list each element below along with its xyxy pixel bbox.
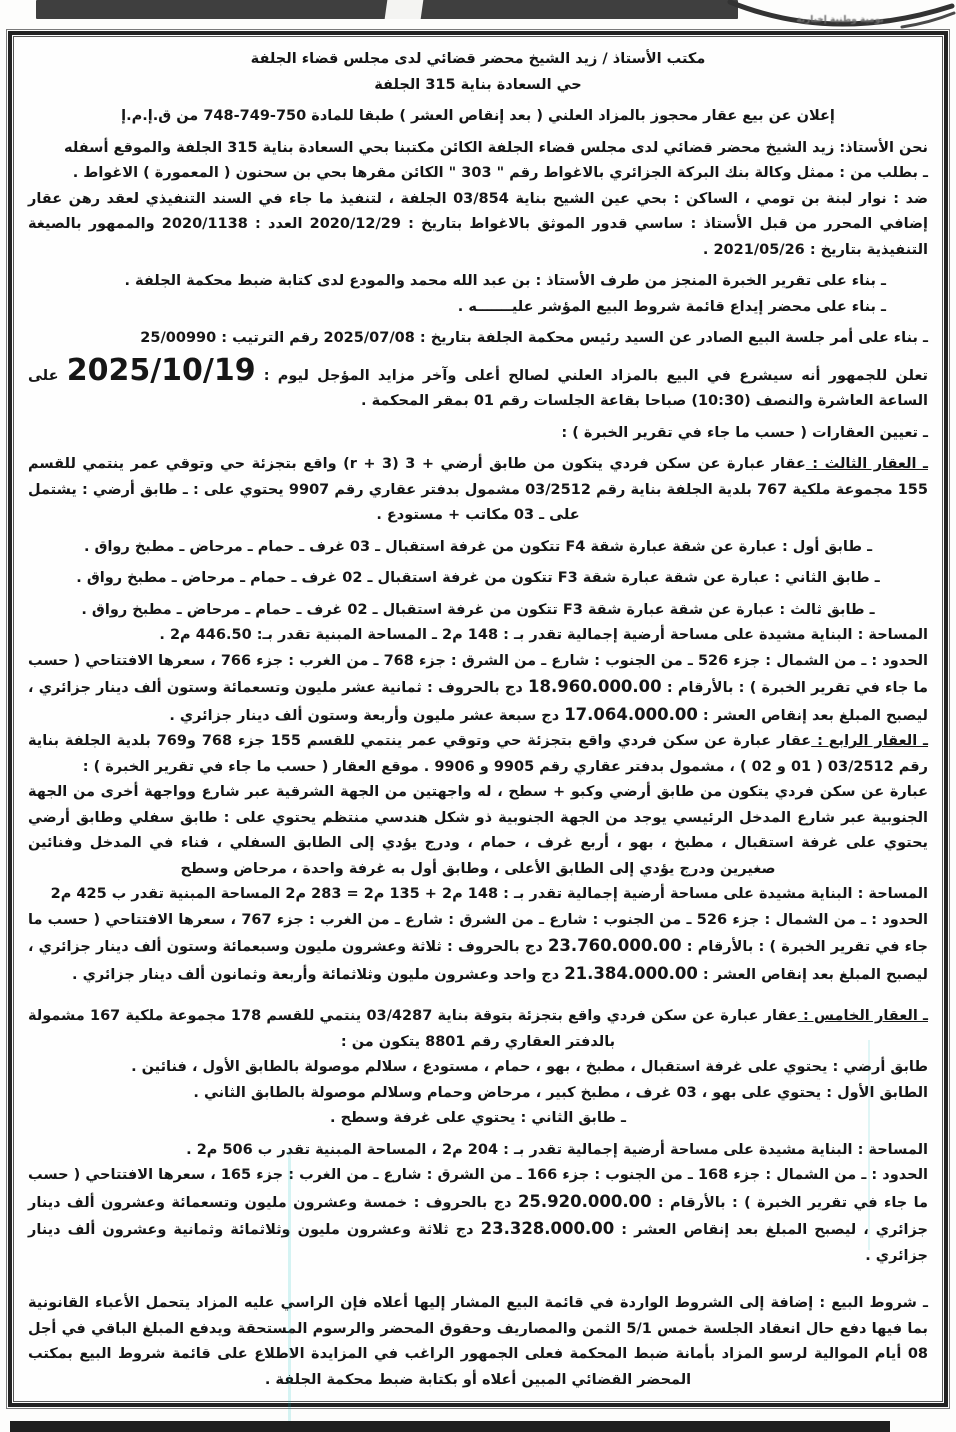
property-5-floor-0: طابق أرضي : يحتوي على غرفة استقبال ، مطبخ ، بهو ، حمام ، مستودع ، سلالم موصولة بالطابق الأول ، فنائين . (131, 1059, 928, 1075)
property-3-borders: الحدود : ـ من الشمال : جزء 526 ـ من الجنوب : شارع ـ من الشرق : جزء 768 ـ من الغرب : جزء 766 ، سعرها الافتتاحي ( حسب ما جاء في تقرير الخبرة ) : بالأرقام : (28, 652, 928, 696)
notice-title: إعلان عن بيع عقار محجوز بالمزاد العلني ( بعد إنقاص العشر ) طبقا للمادة 750-749-748 من ق.إ.م.إ (121, 108, 835, 124)
property-3-opening-price: 18.960.000.00 (528, 677, 662, 696)
property-5-floor-2: ـ طابق الثاني : يحتوي على غرفة وسطح . (330, 1110, 626, 1126)
property-4-area: المساحة : البناية مشيدة على مساحة أرضية إجمالية تقدر بـ : 148 م2 + 135 م2 = 283 م2 المساحة المبنية تقدر ب 425 م2 (50, 886, 928, 902)
office-line: مكتب الأستاذ / زيد الشيخ محضر قضائي لدى مجلس قضاء الجلفة (250, 51, 706, 67)
property-4-borders: الحدود : ـ من الشمال : جزء 526 ـ من الجنوب : شارع ـ من الشرق : شارع ـ من الغرب : جزء 767 ، سعرها الافتتاحي ( حسب ما جاء في تقرير الخبرة ) : بالأرقام : (28, 911, 928, 955)
property-5-description (28, 1004, 928, 1055)
property-5-borders: الحدود : ـ من الشمال : جزء 168 ـ من الجنوب : جزء 166 ـ من الشرق : شارع ـ من الغرب : جزء 165 ، سعرها الافتتاحي ( حسب ما جاء في تقرير الخبرة ) : بالأرقام : (28, 1167, 929, 1211)
property-4-opening-price: 23.760.000.00 (547, 936, 682, 955)
auction-date: 2025/10/19 (66, 352, 256, 388)
requested-by-line: ـ بطلب من : ممثل وكالة بنك البركة الجزائري بالاغواط رقم " 303 " الكائن مقرها بحي بن سحنون ( المعمورة ) الاغواط . (72, 165, 928, 181)
property-3-floor-3: ـ طابق ثالث : عبارة عن شقة عبارة شقة F3 تتكون من غرفة استقبال ـ 02 غرف ـ حمام ـ مرحاض ـ مطبخ رواق . (81, 601, 875, 618)
property-4-reduced-words: دج واحد وعشرون مليون وثلاثمائة وأربعة وثمانون ألف دينار جزائري . (72, 966, 565, 983)
property-5-desc-text: عقار عبارة عن سكن فردي واقع بتجزئة بتوقة بناية 03/4287 ينتمي للقسم 178 مجموعة ملكية 167 مشمولة بالدفتر العقاري رقم 8801 يتكون من : (28, 1008, 798, 1050)
notice-frame (8, 31, 948, 1407)
sale-order-line: ـ بناء على أمر جلسة البيع الصادر عن السيد رئيس محكمة الجلفة بتاريخ : 2025/07/08 رقم الترتيب : 25/00990 (140, 330, 928, 346)
property-3-area: المساحة : البناية مشيدة على مساحة أرضية إجمالية تقدر بـ : 148 م2 ـ المساحة المبنية تقدر بـ: 446.50 م2 . (159, 627, 928, 643)
property-3-reduced-words: دج سبعة عشر مليون وأربعة وستون ألف دينار جزائري . (169, 707, 565, 724)
property-3-floor-2: ـ طابق الثاني : عبارة عن شقة عبارة شقة F3 تتكون من غرفة استقبال ـ 02 غرف ـ حمام ـ مرحاض ـ مطبخ رواق . (76, 570, 880, 586)
property-5-floor-1: الطابق الأول : يحتوي على بهو ، 03 غرف ، مطبخ كبير ، مرحاض وحمام وسلالم موصولة بالطابق الثاني . (193, 1084, 928, 1101)
auction-announcement (28, 352, 929, 415)
property-3-desc-text: عقار عبارة عن سكن فردي يتكون من طابق أرضي + 3 (r + 3) واقع بتجزئة حي وتوقي عمر ينتمي للقسم 155 مجموعة ملكية 767 بلدية الجلفة بناية رقم 03/2512 مشمول بدفتر عقاري رقم 9907 يحتوي على : ـ طابق أرضي : يشتمل على ـ 03 مكاتب + مستودع . (28, 456, 928, 523)
property-4-description (28, 729, 928, 780)
sale-terms-paragraph: ـ شروط البيع : إضافة إلى الشروط الواردة في قائمة البيع المشار إليها أعلاه فإن الراسي عليه المزاد يتحمل الأعباء القانونية بما فيها دفع حال انعقاد الجلسة خمس 5/1 الثمن والمصاريف وحقوق المحضر والرسوم المستحقة ويدفع المبلغ الباقي في أجل 08 أيام الموالية لرسو المزاد بأمانة ضبط المحكمة فعلى الجمهور الراغب في المزايدة الاطلاع على قائمة شروط البيع بمكتب المحضر القضائي المبين أعلاه أو بكتابة ضبط محكمة الجلفة . (28, 1295, 928, 1388)
announce-pre: تعلن للجمهور أنه سيشرع في البيع بالمزاد العلني لصالح أعلى وآخر مزايد المؤجل ليوم : (255, 367, 929, 384)
property-3-floor-1: ـ طابق أول : عبارة عن شقة عبارة شقة F4 تتكون من غرفة استقبال ـ 03 غرف ـ حمام ـ مرحاض ـ مطبخ رواق . (83, 538, 873, 555)
property-4-borders-price (28, 908, 928, 989)
scan-artifact-line (288, 1150, 291, 1432)
intro-line: نحن الأستاذ: زيد الشيخ محضر قضائي لدى مجلس قضاء الجلفة الكائن مكتبنا بحي السعادة بناية 315 الجلفة والموقع أسفله (64, 139, 928, 156)
designation-heading: ـ تعيين العقارات ( حسب ما جاء في تقرير الخبرة ) : (561, 424, 928, 441)
property-5-price-words: دج بالحروف : خمسة وعشرون مليون وتسعمائة وعشرون ألف دينار جزائري ، ليصبح المبلغ بعد إنقاص العشر : (28, 1194, 928, 1238)
masthead-bar-notch (385, 0, 424, 19)
deposit-minutes-line: ـ بناء على محضر إيداع قائمة شروط البيع المؤشر عليـــــــه . (457, 298, 886, 315)
property-4-desc-text: عقار عبارة عن سكن فردي واقع بتجزئة حي وتوقي عمر ينتمي للقسم 155 جزء 768 و769 بلدية الجلفة بناية رقم 03/2512 ( 01 و 02 ) ، مشمول بدفتر عقاري رقم 9905 و 9906 . موقع العقار ( حسب ما جاء في تقرير الخبرة ) : (28, 733, 928, 775)
property-3-reduced-price: 17.064.000.00 (564, 704, 698, 724)
announce-post: على الساعة العاشرة والنصف (10:30) صباحا بقاعة الجلسات رقم 01 بمقر المحكمة . (28, 367, 928, 409)
notice-body (13, 36, 943, 1402)
property-5-area: المساحة : البناية مشيدة على مساحة أرضية إجمالية تقدر بـ : 204 م2 ، المساحة المبنية تقدر ب 506 م2 . (186, 1141, 928, 1158)
property-4-reduced-price: 21.384.000.00 (564, 963, 698, 983)
property-4-heading: ـ العقار الرابع : (811, 733, 929, 749)
property-3-price-words: دج بالحروف : ثمانية عشر مليون وتسعمائة وستون ألف دينار جزائري ، ليصبح المبلغ بعد إنقاص العشر : (28, 680, 928, 724)
against-paragraph: ضد : نوار لبنة بن تومي ، الساكن : بحي عين الشيح بناية 03/854 الجلفة ، لتنفيذ ما جاء في السند التنفيذي لعقد رهن عقار إضافي المحرر من قبل الأستاذ : ساسي قدور الموثق بالاغواط بتاريخ : 2020/12/29 العدد : 2020/1138 والممهور بالصيغة التنفيذية بتاريخ : 2021/05/26 . (28, 190, 928, 258)
property-5-reduced-price: 23.328.000.00 (480, 1219, 615, 1238)
property-5-borders-price (28, 1163, 928, 1269)
property-5-opening-price: 25.920.000.00 (517, 1191, 652, 1211)
next-section-black-strip (10, 1421, 890, 1432)
property-4-location: عبارة عن سكن فردي يتكون من طابق أرضي وكبو + سطح ، له واجهتين من الجهة الشرقية عبر شارع وواجهة أخرى من الجهة الجنوبية عبر شارع المدخل الرئيسي يوجد من الجهة الجنوبية ذو شكل هندسي منتظم يحتوي على : طابق سفلي وطابق أرضي يحتوي على غرفة استقبال ، مطبخ ، بهو ، أربع غرف ، حمام ، ودرج يؤدي إلى الطابق السفلي ، فناء في المدخل وفنائين صغيرين ودرج يؤدي إلى الطابق الأعلى ، وطابق أول به غرفة واحدة ، مرحاض وسطح (28, 784, 928, 877)
property-3-borders-price (28, 649, 928, 730)
expert-report-line: ـ بناء على تقرير الخبرة المنجز من طرف الأستاذ : بن عبد الله محمد والمودع لدى كتابة ضبط محكمة الجلفة . (124, 273, 886, 289)
property-5-reduced-words: دج ثلاثة وعشرون مليون وثلاثمائة وثمانية وعشرون ألف دينار جزائري . (28, 1222, 928, 1264)
property-5-heading: ـ العقار الخامس : (797, 1008, 928, 1024)
scan-artifact-line (868, 1040, 870, 1250)
property-4-price-words: دج بالحروف : ثلاثة وعشرون مليون وسبعمائة وستون ألف دينار جزائري ، ليصبح المبلغ بعد إنقاص العشر : (28, 939, 928, 983)
property-3-heading: ـ العقار الثالث : (805, 456, 928, 472)
newspaper-tagline: يومية وطنية إخبارية (796, 15, 884, 25)
address-line: حي السعادة بناية 315 الجلفة (374, 76, 582, 93)
property-3-description (28, 452, 928, 529)
